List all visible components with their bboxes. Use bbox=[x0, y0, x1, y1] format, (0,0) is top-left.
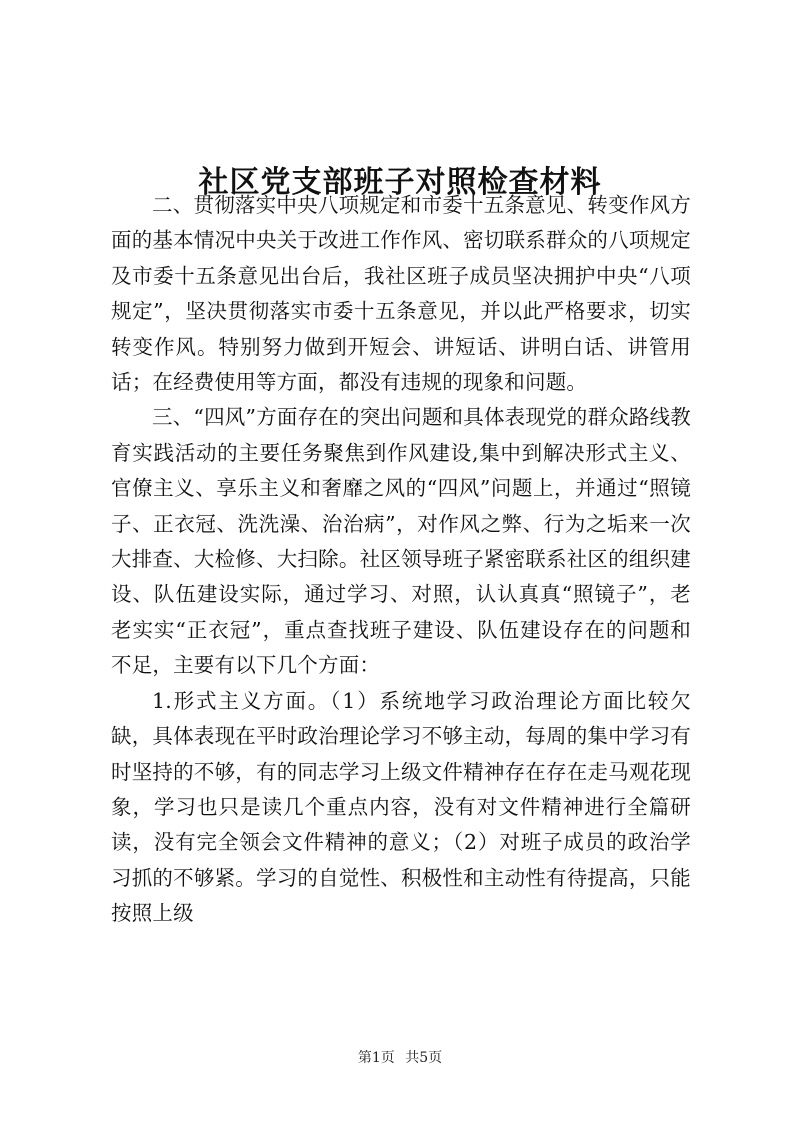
paragraph-section-two: 二、贯彻落实中央八项规定和市委十五条意见、转变作风方面的基本情况中央关于改进工作作风、密切联系群众的八项规定及市委十五条意见出台后，我社区班子成员坚决拥护中央“八项规定”，坚决贯彻落实市委十五条意见，并以此严格要求，切实转变作风。特别努力做到开短会、讲短话、讲明白话、讲管用话；在经费使用等方面，都没有违规的现象和问题。 bbox=[111, 193, 691, 395]
document-body bbox=[111, 188, 691, 932]
paragraph-section-three: 三、“四风”方面存在的突出问题和具体表现党的群众路线教育实践活动的主要任务聚焦到作风建设,集中到解决形式主义、官僚主义、享乐主义和奢靡之风的“四风”问题上，并通过“照镜子、正衣冠、洗洗澡、治治病”，对作风之弊、行为之垢来一次大排查、大检修、大扫除。社区领导班子紧密联系社区的组织建设、队伍建设实际，通过学习、对照，认认真真“照镜子”，老老实实“正衣冠”，重点查找班子建设、队伍建设存在的问题和不足，主要有以下几个方面： bbox=[111, 405, 691, 678]
page-footer bbox=[0, 1048, 800, 1068]
paragraph-formalism: 1.形式主义方面。（1）系统地学习政治理论方面比较欠缺，具体表现在平时政治理论学习不够主动，每周的集中学习有时坚持的不够，有的同志学习上级文件精神存在存在走马观花现象，学习也只是读几个重点内容，没有对文件精神进行全篇研读，没有完全领会文件精神的意义；（2）对班子成员的政治学习抓的不够紧。学习的自觉性、积极性和主动性有待提高，只能按照上级 bbox=[111, 688, 691, 926]
page-number: 第1页 bbox=[357, 1050, 395, 1066]
total-pages: 共5页 bbox=[405, 1050, 443, 1066]
document-title: 社区党支部班子对照检查材料 bbox=[198, 165, 602, 201]
